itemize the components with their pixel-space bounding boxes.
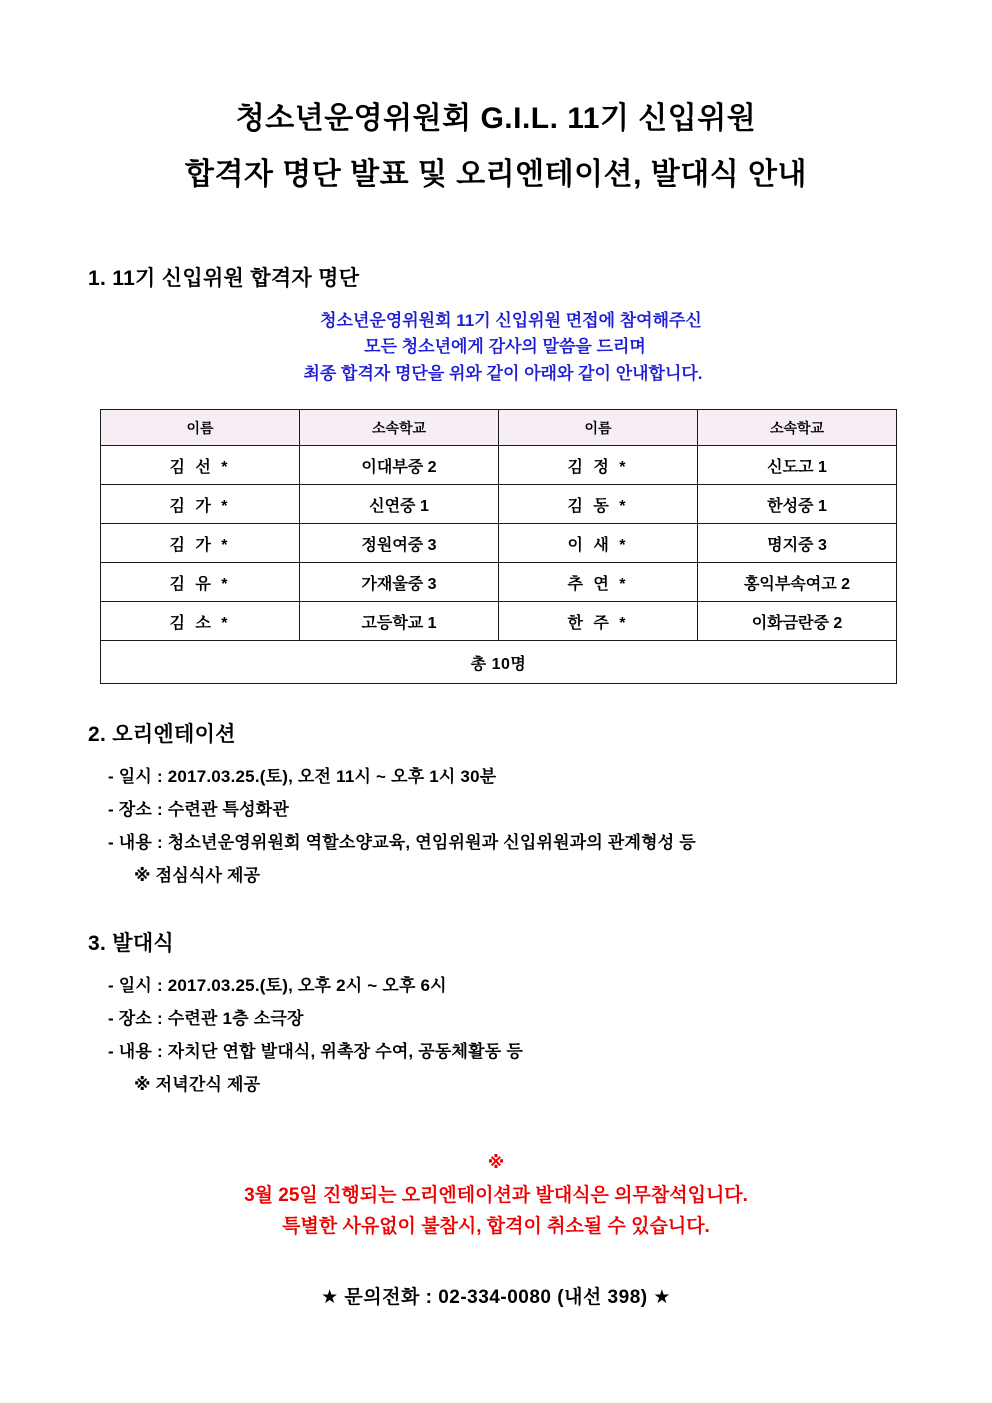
table-row [101, 563, 897, 602]
cell-name-1: 김 소 * [101, 602, 300, 641]
cell-school-1: 가재울중 3 [300, 563, 499, 602]
section2-content: - 내용 : 청소년운영위원회 역할소양교육, 연임위원과 신입위원과의 관계형성 등 [108, 833, 696, 853]
cell-school-1: 고등학교 1 [300, 602, 499, 641]
cell-school-1: 이대부중 2 [300, 446, 499, 485]
document-title [0, 0, 992, 190]
section-roster [0, 262, 992, 684]
title-line-1: 청소년운영위원회 G.I.L. 11기 신입위원 [235, 102, 757, 135]
column-header-school-1: 소속학교 [300, 410, 499, 446]
cell-name-1: 김 유 * [101, 563, 300, 602]
cell-school-2: 이화금란중 2 [698, 602, 897, 641]
section2-heading: 2. 오리엔테이션 [88, 723, 236, 747]
section3-heading: 3. 발대식 [88, 931, 175, 955]
notice-line-2: 특별한 사유없이 불참시, 합격이 취소될 수 있습니다. [282, 1215, 710, 1237]
intro-line-1: 청소년운영위원회 11기 신입위원 면접에 참여해주신 [320, 311, 702, 330]
cell-school-2: 한성중 1 [698, 485, 897, 524]
notice-line-1: 3월 25일 진행되는 오리엔테이션과 발대식은 의무참석입니다. [244, 1184, 748, 1206]
section2-datetime: - 일시 : 2017.03.25.(토), 오전 11시 ~ 오후 1시 30분 [108, 767, 497, 787]
column-header-name-1: 이름 [101, 410, 300, 446]
contact-phone: ★ 문의전화 : 02-334-0080 (내선 398) ★ [321, 1287, 671, 1309]
table-total-row [101, 641, 897, 684]
cell-name-2: 한 주 * [499, 602, 698, 641]
section2-details [108, 760, 992, 893]
cell-name-1: 김 가 * [101, 485, 300, 524]
section3-content: - 내용 : 자치단 연합 발대식, 위촉장 수여, 공동체활동 등 [108, 1041, 523, 1061]
section-launch-ceremony [0, 927, 992, 1102]
cell-name-2: 김 동 * [499, 485, 698, 524]
cell-name-1: 김 가 * [101, 524, 300, 563]
title-line-2: 합격자 명단 발표 및 오리엔테이션, 발대식 안내 [185, 158, 807, 191]
table-row [101, 524, 897, 563]
column-header-name-2: 이름 [499, 410, 698, 446]
cell-school-2: 신도고 1 [698, 446, 897, 485]
cell-name-1: 김 선 * [101, 446, 300, 485]
section2-note: ※ 점심식사 제공 [134, 866, 261, 886]
section3-details [108, 969, 992, 1102]
section-orientation [0, 718, 992, 893]
intro-line-2: 모든 청소년에게 감사의 말씀을 드리며 [364, 337, 646, 357]
section3-location: - 장소 : 수련관 1층 소극장 [108, 1008, 304, 1028]
cell-name-2: 추 연 * [499, 563, 698, 602]
section3-note: ※ 저녁간식 제공 [134, 1075, 261, 1095]
cell-name-2: 김 정 * [499, 446, 698, 485]
table-row [101, 602, 897, 641]
intro-paragraph [0, 308, 992, 387]
cell-school-1: 정원여중 3 [300, 524, 499, 563]
cell-name-2: 이 새 * [499, 524, 698, 563]
table-header-row [101, 410, 897, 446]
asterisk-icon: ※ [487, 1153, 505, 1173]
mandatory-attendance-notice [0, 1153, 992, 1242]
table-row [101, 485, 897, 524]
intro-line-3: 최종 합격자 명단을 위와 같이 아래와 같이 안내합니다. [303, 363, 703, 383]
section1-heading: 1. 11기 신입위원 합격자 명단 [88, 267, 360, 290]
cell-school-2: 명지중 3 [698, 524, 897, 563]
total-count: 총 10명 [101, 641, 897, 684]
cell-school-2: 홍익부속여고 2 [698, 563, 897, 602]
column-header-school-2: 소속학교 [698, 410, 897, 446]
section3-datetime: - 일시 : 2017.03.25.(토), 오후 2시 ~ 오후 6시 [108, 975, 447, 995]
section2-location: - 장소 : 수련관 특성화관 [108, 800, 290, 820]
roster-table [100, 409, 897, 684]
roster-table-wrapper [0, 409, 992, 684]
table-row [101, 446, 897, 485]
cell-school-1: 신연중 1 [300, 485, 499, 524]
